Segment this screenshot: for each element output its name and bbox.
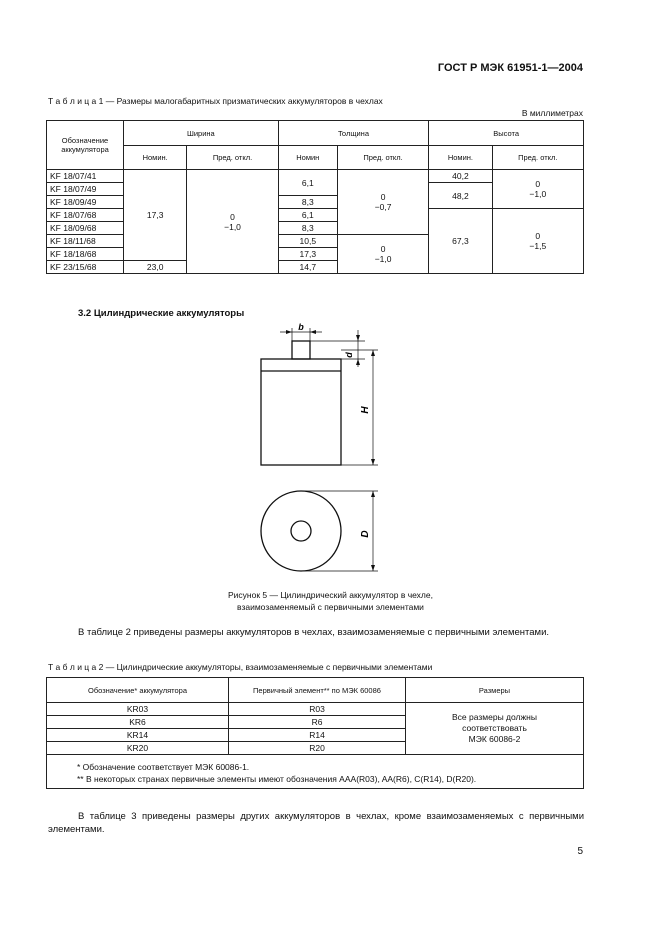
table1-width-tol [187, 170, 278, 274]
table1-thickness-tol-a-upper: 0 [380, 192, 386, 202]
table2-caption: Т а б л и ц а 2 — Цилиндрические аккумуляторы, взаимозаменяемые с первичными элементами [48, 662, 433, 672]
table1-thickness-tol-b-upper: 0 [380, 244, 386, 254]
document-header: ГОСТ Р МЭК 61951-1—2004 [437, 62, 583, 74]
table1-thickness-nom: 10,5 [278, 235, 337, 248]
table1-height-tol-a-lower: −1,0 [529, 189, 547, 199]
table1-caption: Т а б л и ц а 1 — Размеры малогабаритных призматических аккумуляторов в чехлах [48, 96, 383, 106]
table1-width-tol-lower: −1,0 [224, 221, 241, 232]
dim-label-D: D [360, 530, 371, 538]
figure-caption [0, 589, 661, 613]
table1-height-tol-b-upper: 0 [535, 231, 541, 241]
table1-head-nom: Номин. [429, 146, 492, 170]
table1-thickness-nom: 6,1 [278, 170, 337, 196]
table1-thickness-tol-b [337, 235, 428, 274]
table2-acc: KR20 [47, 742, 229, 755]
table1-width-nom-last: 23,0 [124, 261, 187, 274]
battery-terminal [292, 341, 310, 359]
table1-designation: KF 18/07/41 [47, 170, 124, 183]
table1-thickness-nom: 8,3 [278, 196, 337, 209]
table2-prim: R6 [229, 716, 406, 729]
table1-thickness-nom: 17,3 [278, 248, 337, 261]
table2-dims-line: соответствовать [462, 723, 527, 733]
table1-thickness-nom: 14,7 [278, 261, 337, 274]
table1-height-tol-a [492, 170, 583, 209]
battery-end-outer [261, 491, 341, 571]
table1-thickness-tol-a-lower: −0,7 [374, 202, 392, 212]
table1-designation: KF 18/07/49 [47, 183, 124, 196]
table1-height-tol-b-lower: −1,5 [529, 241, 547, 251]
paragraph-2: В таблице 3 приведены размеры других аккумуляторов в чехлах, кроме взаимозаменяемых с первичными элементами. [48, 811, 584, 835]
table1-head-height: Высота [429, 121, 584, 146]
table1-head-tol: Пред. откл. [492, 146, 583, 170]
table1-thickness-tol-b-lower: −1,0 [374, 254, 392, 264]
table1-units: В миллиметрах [521, 108, 583, 118]
table2-acc: KR6 [47, 716, 229, 729]
paragraph-1: В таблице 2 приведены размеры аккумуляторов в чехлах, взаимозаменяемые с первичными элементами. [78, 627, 550, 638]
table1-designation: KF 23/15/68 [47, 261, 124, 274]
figure-caption-line1: Рисунок 5 — Цилиндрический аккумулятор в чехле, [228, 590, 433, 600]
table2-prim: R20 [229, 742, 406, 755]
table1-head-tol: Пред. откл. [187, 146, 278, 170]
dim-label-H: H [360, 406, 371, 414]
table1-height-tol-b [492, 209, 583, 274]
table1-head-nom: Номин. [124, 146, 187, 170]
table1-width-tol-upper: 0 [230, 211, 235, 222]
page-number: 5 [577, 846, 583, 857]
table2-head-designation: Обозначение* аккумулятора [47, 678, 229, 703]
table1-thickness-tol-a [337, 170, 428, 235]
table2-dims-line: МЭК 60086-2 [468, 734, 521, 744]
table2 [46, 677, 584, 789]
table2-notes [47, 755, 584, 789]
battery-figure [240, 322, 420, 584]
table1-designation: KF 18/18/68 [47, 248, 124, 261]
table1 [46, 120, 584, 274]
table1-head-width: Ширина [124, 121, 279, 146]
table2-note-1: * Обозначение соответствует МЭК 60086-1. [77, 762, 250, 772]
table1-width-nom: 17,3 [124, 170, 187, 261]
table2-dims-cell [406, 703, 584, 755]
table2-acc: KR14 [47, 729, 229, 742]
table1-designation: KF 18/09/68 [47, 222, 124, 235]
table1-head-tol: Пред. откл. [337, 146, 428, 170]
table1-designation: KF 18/11/68 [47, 235, 124, 248]
table1-head-designation: Обозначение аккумулятора [47, 121, 124, 170]
table1-height-nom: 67,3 [429, 209, 492, 274]
section-heading: 3.2 Цилиндрические аккумуляторы [78, 308, 245, 319]
table2-note-2: ** В некоторых странах первичные элементы имеют обозначения AAA(R03), AA(R6), C(R14), D(R20). [77, 774, 477, 784]
table2-acc: KR03 [47, 703, 229, 716]
table2-head-primary: Первичный элемент** по МЭК 60086 [229, 678, 406, 703]
table2-prim: R03 [229, 703, 406, 716]
dim-label-d: d [344, 352, 354, 358]
table2-dims-line: Все размеры должны [452, 712, 537, 722]
dim-label-b: b [298, 322, 304, 332]
table1-height-nom: 40,2 [429, 170, 492, 183]
table1-thickness-nom: 6,1 [278, 209, 337, 222]
table2-head-dims: Размеры [406, 678, 584, 703]
table1-head-nom: Номин [278, 146, 337, 170]
battery-body [261, 359, 341, 465]
table1-thickness-nom: 8,3 [278, 222, 337, 235]
table1-designation: KF 18/07/68 [47, 209, 124, 222]
figure-caption-line2: взаимозаменяемый с первичными элементами [237, 602, 424, 612]
table2-prim: R14 [229, 729, 406, 742]
table1-height-tol-a-upper: 0 [535, 179, 541, 189]
table1-height-nom: 48,2 [429, 183, 492, 209]
battery-end-inner [291, 521, 311, 541]
table1-head-thickness: Толщина [278, 121, 429, 146]
table1-designation: KF 18/09/49 [47, 196, 124, 209]
